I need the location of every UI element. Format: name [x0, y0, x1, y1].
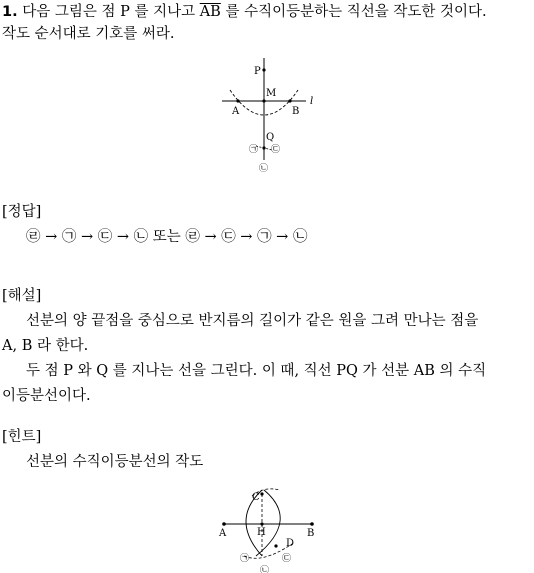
- point-p: [262, 68, 265, 71]
- question-number: 1.: [2, 4, 18, 20]
- label-c-2: C: [252, 492, 260, 503]
- segment-ab: $\overline{AB}$: [199, 4, 221, 20]
- point-m: [262, 99, 265, 102]
- answer-heading: [정답]: [2, 204, 42, 220]
- point-c: [260, 492, 263, 495]
- label-l: l: [310, 96, 314, 107]
- explanation-heading: [해설]: [2, 288, 42, 304]
- question-text-before: 다음 그림은 점 P 를 지나고: [22, 4, 200, 20]
- question-line-2: 작도 순서대로 기호를 써라.: [2, 26, 175, 42]
- answer-text: ㉣ → ㉠ → ㉢ → ㉡ 또는 ㉣ → ㉢ → ㉠ → ㉡: [26, 229, 308, 245]
- point-b: [288, 99, 291, 102]
- label-circ3: ㉡: [259, 164, 269, 174]
- explanation-p1b: A, B 라 한다.: [2, 338, 89, 354]
- point-b-2: [310, 522, 314, 526]
- label-h-2: H: [257, 527, 266, 538]
- explanation-p2a: 두 점 P 와 Q 를 지나는 선을 그린다. 이 때, 직선 PQ 가 선분 AB 의 수직: [26, 363, 487, 379]
- label-p: P: [254, 66, 261, 77]
- label-m: M: [266, 88, 277, 99]
- label-d-2: D: [286, 538, 295, 549]
- label-circ2: ㉢: [271, 145, 281, 155]
- label-a: A: [232, 106, 240, 117]
- label-c3-2: ㉢: [282, 554, 292, 564]
- point-h: [260, 522, 263, 525]
- point-a: [236, 99, 239, 102]
- label-a-2: A: [219, 528, 227, 539]
- label-q: Q: [266, 132, 275, 143]
- question-text-after: 를 수직이등분하는 직선을 작도한 것이다.: [220, 4, 487, 20]
- explanation-p1a: 선분의 양 끝점을 중심으로 반지름의 길이가 같은 원을 그려 만나는 점을: [26, 313, 479, 329]
- hint-heading: [힌트]: [2, 429, 42, 445]
- explanation-p2b: 이등분선이다.: [2, 388, 91, 404]
- hint-text: 선분의 수직이등분선의 작도: [26, 454, 204, 470]
- point-a-2: [222, 522, 226, 526]
- label-c2-2: ㉡: [260, 566, 270, 573]
- label-c1-2: ㉠: [240, 554, 250, 564]
- label-b-2: B: [307, 528, 315, 539]
- label-circ1: ㉠: [249, 145, 259, 155]
- label-b: B: [292, 106, 300, 117]
- point-d: [274, 544, 277, 547]
